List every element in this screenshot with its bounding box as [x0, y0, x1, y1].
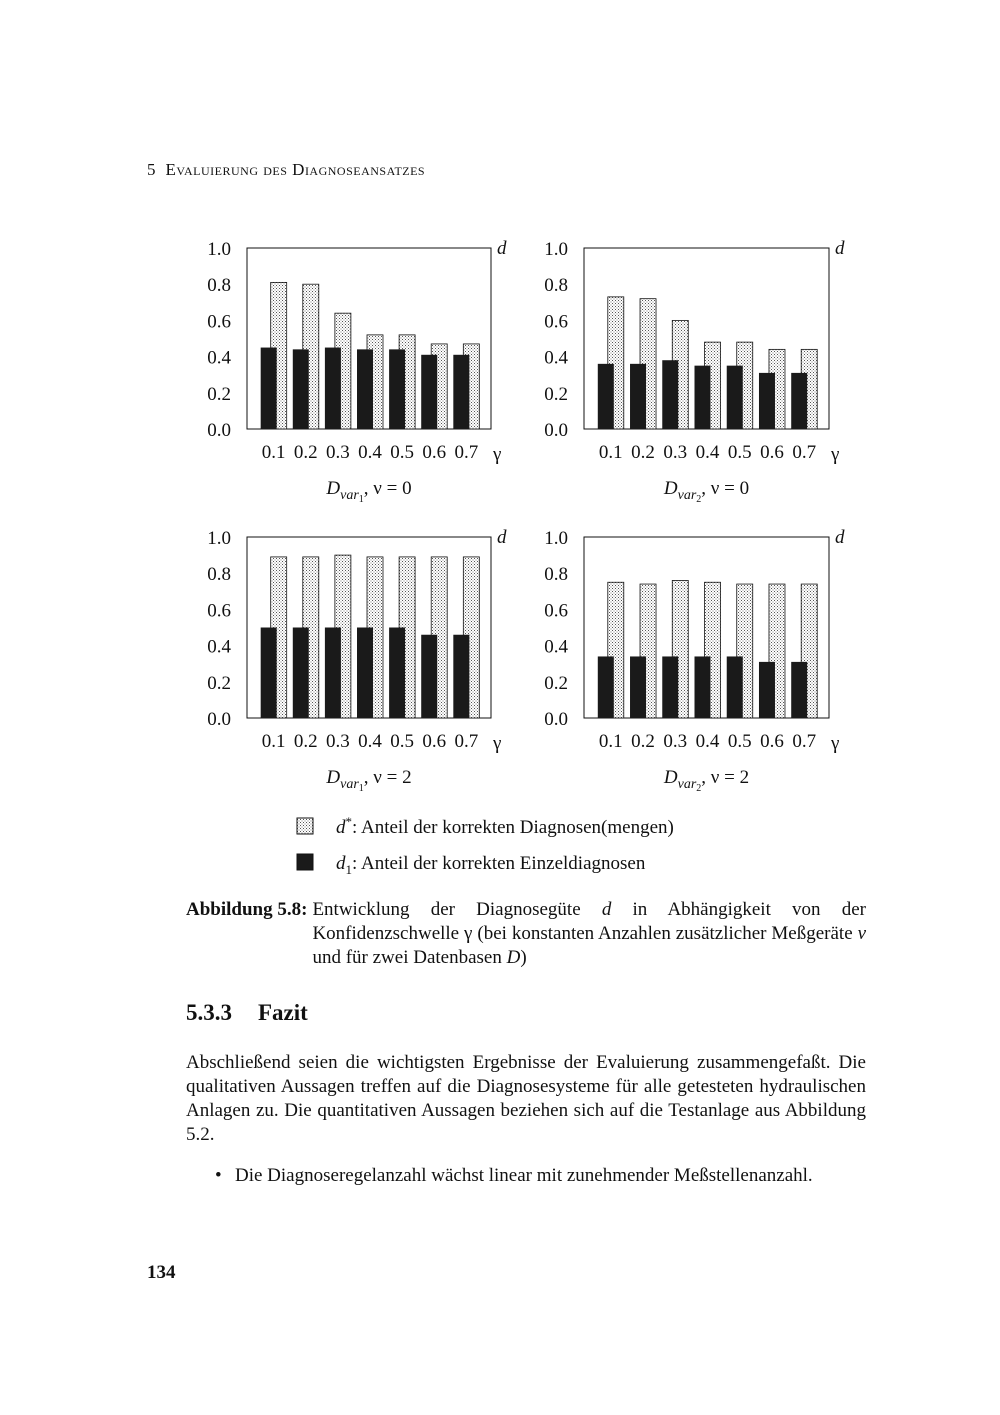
y-tick-label: 0.8 [207, 275, 231, 297]
bar-d1 [695, 366, 711, 429]
x-tick-label: 0.2 [631, 442, 655, 463]
x-tick-label: 0.7 [792, 731, 817, 752]
y-tick-label: 0.8 [544, 564, 568, 586]
bar-d1 [389, 349, 405, 429]
y-tick-label: 1.0 [207, 528, 231, 549]
y-tick-label: 1.0 [544, 528, 568, 549]
bullet-text: Die Diagnoseregelanzahl wächst linear mit zunehmender Meßstellenanzahl. [235, 1165, 813, 1186]
legend-label-d1 [336, 853, 646, 877]
x-tick-label: 0.4 [358, 731, 382, 752]
x-tick-label: 0.3 [326, 442, 350, 463]
y-tick-label: 0.6 [544, 600, 568, 622]
page-number: 134 [147, 1262, 176, 1283]
y-tick-label: 0.6 [207, 600, 231, 622]
y-tick-label: 0.0 [544, 420, 568, 441]
body-paragraph: Abschließend seien die wichtigsten Ergebnisse der Evaluierung zusammengefaßt. Die qualitativen Aussagen treffen auf die Diagnosesysteme für alle getesteten hydraulischen Anlagen zu. Die quantitativen Aussagen beziehen sich auf die Testanlage aus Abbildung 5.2. [186, 1052, 866, 1145]
x-tick-label: 0.5 [390, 442, 414, 463]
x-tick-label: 0.2 [293, 442, 318, 463]
legend [297, 814, 674, 877]
x-tick-label: 0.6 [422, 442, 447, 463]
x-tick-label: 0.5 [727, 731, 752, 752]
x-axis-label: γ [493, 444, 502, 465]
x-tick-label: 0.6 [760, 442, 784, 463]
legend-symbol: d [336, 853, 346, 874]
section-title: Fazit [258, 1000, 308, 1025]
legend-text: : Anteil der korrekten Einzeldiagnosen [352, 853, 646, 874]
y-axis-label: d [835, 527, 845, 548]
chart-panel-top-left [207, 238, 507, 505]
y-tick-label: 0.4 [207, 636, 231, 658]
x-tick-label: 0.3 [663, 442, 688, 463]
bar-d1 [662, 360, 678, 429]
bar-d1 [759, 373, 775, 429]
y-tick-label: 0.0 [207, 709, 231, 730]
bullet-marker: • [215, 1165, 222, 1186]
caption-part: in Abhängigkeit von der Konfidenzschwelle [312, 899, 866, 944]
x-axis-label: γ [493, 733, 502, 754]
caption-part: (bei konstanten Anzahlen zusätzlicher Meßgeräte [472, 923, 858, 944]
caption-var: D [506, 947, 521, 968]
list-item [215, 1164, 865, 1188]
bar-d1 [357, 628, 373, 719]
legend-text: : Anteil der korrekten Diagnosen(mengen) [352, 817, 674, 838]
chapter-title: Evaluierung des Diagnoseansatzes [165, 160, 426, 179]
y-tick-label: 0.4 [207, 347, 231, 369]
panel-subtitle: $D_{var}2$, ν = 2 [663, 767, 750, 794]
bar-d1 [421, 355, 437, 429]
caption-label: Abbildung 5.8: [186, 899, 308, 920]
chapter-number: 5 [147, 160, 156, 179]
panel-subtitle: $D_{var}1$, ν = 0 [326, 478, 412, 505]
x-tick-label: 0.3 [663, 731, 688, 752]
bar-d1 [727, 656, 743, 718]
bar-d1 [630, 656, 646, 718]
x-tick-label: 0.1 [598, 731, 623, 752]
bar-d1 [695, 656, 711, 718]
bar-d1 [357, 349, 373, 429]
caption-part: ) [520, 947, 527, 968]
x-axis-label: γ [831, 444, 840, 465]
y-tick-label: 0.4 [544, 347, 568, 369]
chart-panel-bottom-left [207, 527, 507, 794]
x-tick-label: 0.2 [293, 731, 318, 752]
caption-var: γ [464, 923, 473, 944]
y-tick-label: 0.8 [207, 564, 231, 586]
y-axis-label: d [835, 238, 845, 259]
x-tick-label: 0.6 [422, 731, 447, 752]
legend-sup: * [345, 814, 352, 829]
y-tick-label: 0.8 [544, 275, 568, 297]
caption-var: ν [857, 923, 866, 944]
panel-subtitle: $D_{var}1$, ν = 2 [326, 767, 412, 794]
x-tick-label: 0.7 [792, 442, 817, 463]
y-tick-label: 1.0 [207, 239, 231, 260]
x-tick-label: 0.3 [326, 731, 350, 752]
bar-d1 [325, 628, 341, 719]
figure-caption [186, 898, 866, 970]
bar-d1 [630, 364, 646, 429]
legend-item-d-star [297, 814, 674, 838]
chart-panel-top-right [544, 238, 845, 505]
y-tick-label: 0.0 [544, 709, 568, 730]
caption-part: und für zwei Datenbasen [312, 947, 507, 968]
x-tick-label: 0.6 [760, 731, 784, 752]
caption-part: Entwicklung der Diagnosegüte [312, 899, 602, 920]
legend-swatch-dotted [297, 818, 313, 834]
y-tick-label: 0.4 [544, 636, 568, 658]
x-tick-label: 0.1 [261, 442, 286, 463]
bar-d1 [598, 364, 614, 429]
section-heading [186, 1000, 308, 1026]
bar-d1 [791, 373, 807, 429]
bar-d1 [293, 628, 309, 719]
x-tick-label: 0.1 [598, 442, 623, 463]
y-tick-label: 0.2 [544, 672, 568, 694]
x-tick-label: 0.1 [261, 731, 286, 752]
legend-item-d1 [297, 853, 646, 877]
x-tick-label: 0.4 [358, 442, 382, 463]
legend-symbol: d [336, 817, 346, 838]
caption-text [312, 898, 866, 970]
y-axis-label: d [497, 238, 507, 259]
x-tick-label: 0.7 [454, 442, 479, 463]
x-tick-label: 0.4 [695, 731, 720, 752]
legend-sub: 1 [345, 862, 352, 877]
bar-d1 [325, 348, 341, 429]
y-axis-label: d [497, 527, 507, 548]
bar-d1 [662, 656, 678, 718]
x-tick-label: 0.4 [695, 442, 720, 463]
caption-var: d [601, 899, 612, 920]
y-tick-label: 0.6 [207, 311, 231, 333]
x-tick-label: 0.5 [727, 442, 752, 463]
x-tick-label: 0.7 [454, 731, 479, 752]
legend-label-d-star [336, 814, 674, 838]
bar-d1 [389, 628, 405, 719]
y-tick-label: 1.0 [544, 239, 568, 260]
bar-d1 [791, 662, 807, 718]
y-tick-label: 0.2 [207, 672, 231, 694]
section-number: 5.3.3 [186, 1000, 232, 1025]
legend-swatch-solid [297, 854, 313, 870]
bar-d1 [421, 635, 437, 718]
x-tick-label: 0.5 [390, 731, 414, 752]
bar-d1 [261, 628, 277, 719]
y-tick-label: 0.2 [207, 383, 231, 405]
bar-d1 [261, 348, 277, 429]
chart-panel-bottom-right [544, 527, 845, 794]
bar-d1 [453, 355, 469, 429]
x-axis-label: γ [831, 733, 840, 754]
bar-d1 [759, 662, 775, 718]
bar-d1 [453, 635, 469, 718]
x-tick-label: 0.2 [631, 731, 655, 752]
y-tick-label: 0.0 [207, 420, 231, 441]
bar-d1 [293, 349, 309, 429]
panel-subtitle: $D_{var}2$, ν = 0 [663, 478, 750, 505]
bar-d1 [727, 366, 743, 429]
y-tick-label: 0.2 [544, 383, 568, 405]
bar-d1 [598, 656, 614, 718]
y-tick-label: 0.6 [544, 311, 568, 333]
